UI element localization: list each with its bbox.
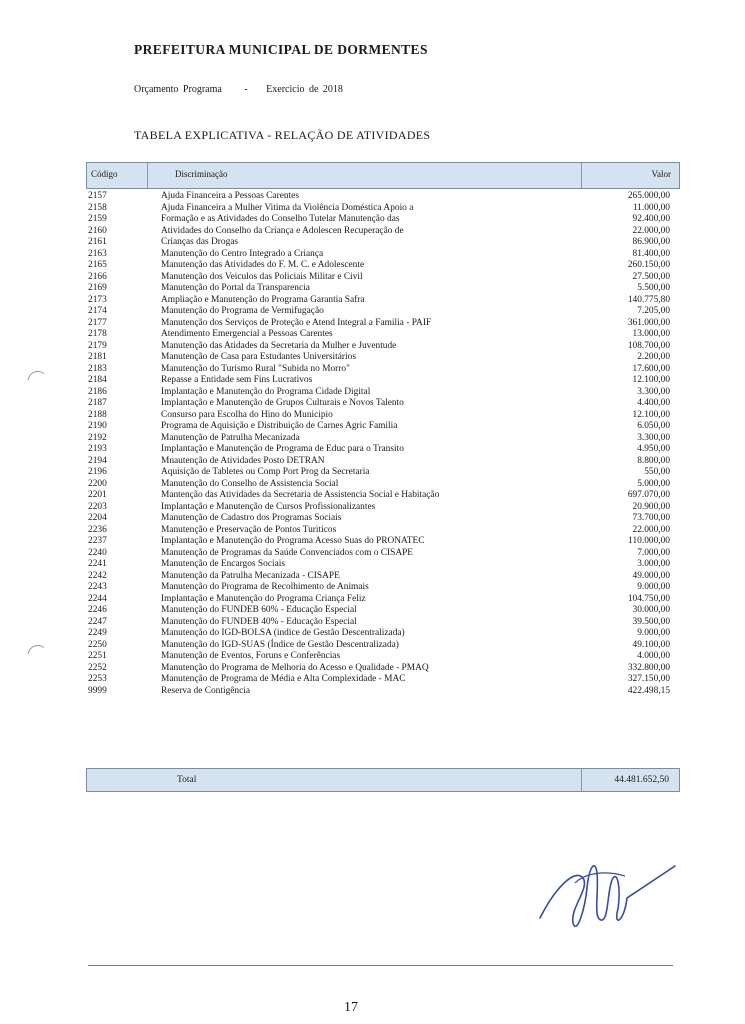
row-description: Manutenção dos Veiculos das Policiais Militar e Civil [161, 271, 363, 282]
row-code: 2204 [88, 513, 107, 523]
row-value: 108.700,00 [627, 340, 670, 351]
row-description: Implantação e Manutenção do Programa Criança Feliz [161, 593, 366, 604]
row-value: 13.000,00 [632, 329, 670, 339]
row-code: 2179 [88, 340, 107, 351]
row-value: 4.400,00 [637, 398, 670, 408]
row-description: Manutenção do Programa de Melhoria do Acesso e Qualidade - PMAQ [161, 662, 429, 673]
row-code: 2194 [88, 455, 107, 466]
row-value: 30.000,00 [632, 605, 670, 615]
row-description: Ampliação e Manutenção do Programa Garantia Safra [161, 294, 365, 305]
table-row [88, 640, 678, 652]
row-value: 49.000,00 [632, 570, 670, 581]
table-row [88, 525, 678, 537]
row-code: 2196 [88, 467, 107, 477]
row-value: 422.498,15 [627, 685, 670, 696]
row-description: Manutenção de Programas da Saúde Convenciados com o CISAPE [161, 547, 414, 558]
row-description: Manutenção do FUNDEB 60% - Educação Especial [161, 605, 357, 615]
row-code: 2246 [88, 605, 107, 615]
table-row [88, 341, 678, 353]
table-row [88, 295, 678, 307]
row-description: Manutenção das Atidades da Secretaria da Mulher e Juventude [161, 340, 397, 351]
table-row [88, 226, 678, 238]
row-value: 39.500,00 [632, 616, 670, 627]
table-row [88, 651, 678, 663]
row-value: 92.400,00 [632, 214, 670, 224]
table-row [88, 582, 678, 594]
row-description: Manutenção do Portal da Transparencia [161, 283, 310, 293]
table-row [88, 617, 678, 629]
row-code: 2173 [88, 294, 107, 305]
row-code: 2203 [88, 501, 107, 512]
row-value: 27.500,00 [632, 271, 670, 282]
table-row [88, 272, 678, 284]
org-name: PREFEITURA MUNICIPAL DE DORMENTES [134, 42, 428, 57]
row-code: 2241 [88, 559, 107, 569]
table-row [88, 594, 678, 606]
total-label: Total [177, 775, 197, 785]
table-row [88, 548, 678, 560]
table-row [88, 214, 678, 226]
row-value: 3.000,00 [637, 559, 670, 569]
row-code: 2184 [88, 375, 107, 385]
page-number: 17 [344, 1000, 358, 1015]
column-header-code: Código [91, 169, 118, 179]
row-description: Manutenção dos Serviços de Proteção e Atend Integral a Familia - PAIF [161, 317, 432, 328]
table-row [88, 502, 678, 514]
row-value: 3.300,00 [637, 432, 670, 443]
table-row [88, 479, 678, 491]
table-row [88, 444, 678, 456]
table-row [88, 306, 678, 318]
row-code: 2244 [88, 593, 107, 604]
row-description: Manutenção do Programa de Recolhimento de Animais [161, 582, 369, 592]
row-code: 2160 [88, 225, 107, 236]
row-value: 140.775,80 [627, 294, 670, 305]
row-description: Manutenção de Programa de Média e Alta Complexidade - MAC [161, 674, 406, 684]
table-row [88, 490, 678, 502]
row-code: 2187 [88, 398, 107, 408]
total-row [86, 768, 680, 792]
row-value: 86.900,00 [632, 237, 670, 247]
row-value: 12.100,00 [632, 375, 670, 385]
row-description: Manutenção de Eventos, Foruns e Conferências [161, 651, 341, 661]
row-value: 7.000,00 [637, 547, 670, 558]
row-value: 11.000,00 [632, 202, 670, 213]
row-code: 2178 [88, 329, 107, 339]
row-code: 2252 [88, 662, 107, 673]
row-description: Consurso para Escolha do Hino do Municipio [161, 409, 333, 420]
row-value: 9.000,00 [637, 628, 670, 638]
row-value: 3.300,00 [637, 386, 670, 397]
row-value: 4.950,00 [637, 444, 670, 454]
table-row [88, 674, 678, 686]
activities-table-body [88, 191, 678, 697]
row-description: Manutenção do IGD-BOLSA (indice de Gestão Descentralizada) [161, 628, 405, 638]
row-description: Implantação e Manutenção de Grupos Culturais e Novos Talento [161, 398, 404, 408]
table-row [88, 191, 678, 203]
row-value: 697.070,00 [627, 490, 670, 500]
row-description: Manutenção de Cadastro dos Programas Sociais [161, 513, 342, 523]
table-row [88, 571, 678, 583]
table-row [88, 364, 678, 376]
row-code: 2243 [88, 582, 107, 592]
table-row [88, 456, 678, 468]
row-description: Programa de Aquisição e Distribuição de Carnes Agric Familia [161, 421, 398, 431]
table-row [88, 387, 678, 399]
row-code: 2188 [88, 409, 107, 420]
row-value: 5.500,00 [637, 283, 670, 293]
row-code: 2240 [88, 547, 107, 558]
row-description: Manutenção e Preservação de Pontos Turiticos [161, 524, 337, 535]
row-value: 17.600,00 [632, 363, 670, 374]
row-description: Implantação e Manutenção do Programa Acesso Suas do PRONATEC [161, 536, 425, 546]
row-value: 7.205,00 [637, 306, 670, 316]
row-value: 104.750,00 [627, 593, 670, 604]
row-description: Manutenção de Patrulha Mecanizada [161, 432, 300, 443]
table-row [88, 352, 678, 364]
row-code: 9999 [88, 685, 107, 696]
row-value: 327.150,00 [627, 674, 670, 684]
footer-divider [88, 965, 673, 966]
row-value: 260.150,00 [627, 260, 670, 270]
row-description: Formação e as Atividades do Conselho Tutelar Manutenção das [161, 214, 400, 224]
table-row [88, 398, 678, 410]
row-code: 2250 [88, 639, 107, 650]
table-header [86, 162, 680, 189]
row-code: 2165 [88, 260, 107, 270]
total-value: 44.481.652,50 [614, 775, 669, 785]
table-row [88, 237, 678, 249]
row-code: 2181 [88, 352, 107, 362]
row-description: Manutenção do Turismo Rural "Subida no Morro" [161, 363, 350, 374]
row-value: 22.000,00 [632, 524, 670, 535]
row-value: 20.900,00 [632, 501, 670, 512]
row-value: 12.100,00 [632, 409, 670, 420]
table-row [88, 249, 678, 261]
row-description: Implantação e Manutenção de Programa de Educ para o Transito [161, 444, 404, 454]
table-row [88, 605, 678, 617]
row-code: 2251 [88, 651, 107, 661]
row-description: Implantação e Manutenção do Programa Cidade Digital [161, 386, 371, 397]
row-value: 9.000,00 [637, 582, 670, 592]
table-row [88, 203, 678, 215]
row-code: 2190 [88, 421, 107, 431]
row-description: Manutenção da Patrulha Mecanizada - CISAPE [161, 570, 340, 581]
row-description: Manutenção do IGD-SUAS (Índice de Gestão Descentralizada) [161, 639, 399, 650]
budget-label: Orçamento Programa [134, 84, 222, 95]
row-value: 49.100,00 [632, 639, 670, 650]
table-row [88, 421, 678, 433]
row-code: 2183 [88, 363, 107, 374]
column-header-description: Discriminação [175, 169, 228, 179]
row-value: 6.050,00 [637, 421, 670, 431]
row-description: Manutenção de Encargos Sociais [161, 559, 286, 569]
row-code: 2253 [88, 674, 107, 684]
row-description: Manutenção das Atividades do F. M. C. e Adolescente [161, 260, 365, 270]
row-description: Ajuda Financeira a Pessoas Carentes [161, 191, 299, 201]
row-value: 8.800,00 [637, 455, 670, 466]
row-description: Repasse a Entidade sem Fins Lucrativos [161, 375, 313, 385]
row-description: Mantenção das Atividades da Secretaria de Assistencia Social e Habitação [161, 490, 440, 500]
row-value: 110.000,00 [628, 536, 670, 546]
row-code: 2174 [88, 306, 107, 316]
row-description: Manutenção de Casa para Estudantes Universitários [161, 352, 356, 362]
row-code: 2236 [88, 524, 107, 535]
row-code: 2163 [88, 248, 107, 259]
row-description: Reserva de Contigência [161, 685, 251, 696]
row-code: 2249 [88, 628, 107, 638]
row-code: 2193 [88, 444, 107, 454]
row-value: 5.000,00 [637, 478, 670, 489]
punch-hole-mark [26, 642, 46, 656]
row-code: 2169 [88, 283, 107, 293]
signature-icon [535, 848, 685, 938]
row-description: Ajuda Financeira a Mulher Vitima da Violência Doméstica Apoio a [161, 202, 414, 213]
table-row [88, 329, 678, 341]
row-description: Manutenção do FUNDEB 40% - Educação Especial [161, 616, 357, 627]
budget-subtitle [134, 84, 343, 95]
row-description: Manutenção do Conselho de Assistencia Social [161, 478, 339, 489]
row-value: 73.700,00 [632, 513, 670, 523]
row-value: 81.400,00 [632, 248, 670, 259]
row-code: 2177 [88, 317, 107, 328]
row-description: Manutenção do Programa de Vermifugação [161, 306, 324, 316]
table-row [88, 260, 678, 272]
column-divider [147, 163, 148, 188]
row-description: Mnautenção de Atividades Posto DETRAN [161, 455, 325, 466]
row-value: 361.000,00 [627, 317, 670, 328]
row-description: Atendimento Emergencial a Pessoas Carentes [161, 329, 333, 339]
row-value: 4.000,00 [637, 651, 670, 661]
row-code: 2186 [88, 386, 107, 397]
table-row [88, 318, 678, 330]
row-description: Atividades do Conselho da Criança e Adolescen Recuperação de [161, 225, 404, 236]
table-row [88, 686, 678, 698]
table-row [88, 513, 678, 525]
row-code: 2247 [88, 616, 107, 627]
table-row [88, 283, 678, 295]
column-divider [581, 769, 582, 791]
row-code: 2158 [88, 202, 107, 213]
subtitle-separator: - [244, 84, 248, 95]
row-value: 22.000,00 [632, 225, 670, 236]
table-row [88, 559, 678, 571]
row-value: 332.800,00 [627, 662, 670, 673]
row-code: 2242 [88, 570, 107, 581]
table-row [88, 410, 678, 422]
column-divider [581, 163, 582, 188]
table-row [88, 663, 678, 675]
row-value: 265.000,00 [627, 191, 670, 201]
row-description: Crianças das Drogas [161, 237, 239, 247]
table-row [88, 536, 678, 548]
row-description: Aquisição de Tabletes ou Comp Port Prog da Secretaria [161, 467, 370, 477]
row-code: 2159 [88, 214, 107, 224]
table-row [88, 467, 678, 479]
row-code: 2161 [88, 237, 107, 247]
row-code: 2237 [88, 536, 107, 546]
punch-hole-mark [26, 368, 46, 382]
row-code: 2201 [88, 490, 107, 500]
row-code: 2157 [88, 191, 107, 201]
row-description: Manutenção do Centro Integrado a Criança [161, 248, 324, 259]
column-header-value: Valor [651, 169, 671, 179]
table-row [88, 628, 678, 640]
row-code: 2192 [88, 432, 107, 443]
year-label: Exercicio de 2018 [266, 84, 343, 95]
table-row [88, 433, 678, 445]
section-title: TABELA EXPLICATIVA - RELAÇÃO DE ATIVIDADES [134, 128, 431, 142]
table-row [88, 375, 678, 387]
row-code: 2200 [88, 478, 107, 489]
row-description: Implantação e Manutenção de Cursos Profissionalizantes [161, 501, 376, 512]
row-value: 550,00 [644, 467, 670, 477]
row-code: 2166 [88, 271, 107, 282]
row-value: 2.200,00 [637, 352, 670, 362]
